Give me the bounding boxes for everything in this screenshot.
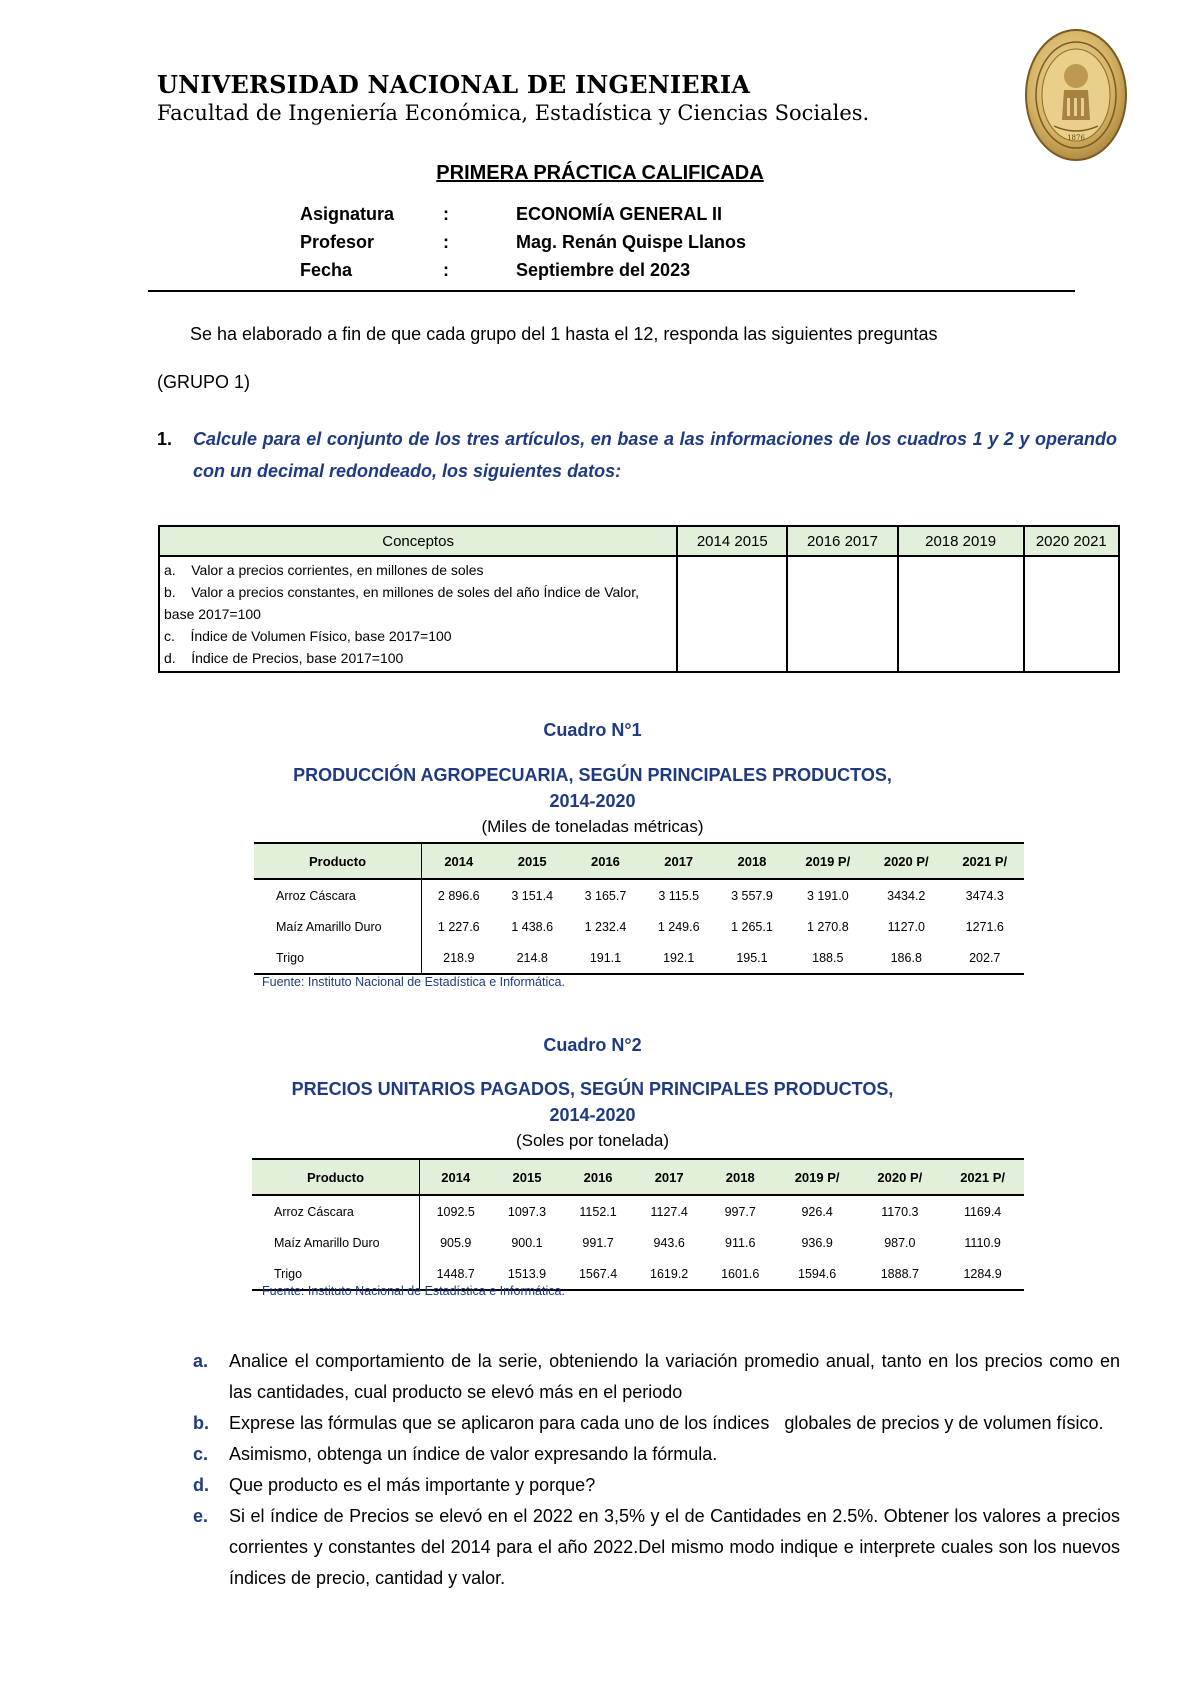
value-cell: 1127.4 — [650, 1204, 688, 1219]
value-cell: 1 232.4 — [584, 919, 627, 934]
value-cell: 1 438.6 — [511, 919, 554, 934]
column-header: 2014 2015 — [677, 526, 787, 556]
column-header: 2021 P/ — [945, 843, 1024, 879]
value-cell: 936.9 — [801, 1235, 833, 1250]
cuadro-2-number: Cuadro N°2 — [543, 1035, 642, 1055]
exam-title: PRIMERA PRÁCTICA CALIFICADA — [436, 162, 764, 184]
cuadro-1-years: 2014-2020 — [549, 791, 636, 811]
cuadro-2-title: PRECIOS UNITARIOS PAGADOS, SEGÚN PRINCIPALES PRODUCTOS, — [291, 1079, 894, 1099]
value-cell: 1513.9 — [491, 1258, 562, 1290]
value-cell: 1092.5 — [436, 1204, 475, 1219]
column-header: Conceptos — [159, 526, 677, 556]
product-cell: Maíz Amarillo Duro — [254, 911, 422, 942]
value-cell: 900.1 — [511, 1235, 543, 1250]
svg-text:1876: 1876 — [1067, 134, 1085, 142]
concepts-cell — [159, 556, 677, 672]
info-key: Profesor — [300, 232, 375, 252]
column-header: 2016 — [563, 1159, 634, 1195]
question-number: 1. — [157, 429, 173, 449]
info-value: Mag. Renán Quispe Llanos — [516, 232, 747, 252]
value-cell: 943.6 — [653, 1235, 685, 1250]
value-cell: 1567.4 — [563, 1258, 634, 1290]
cuadro-1-unit: (Miles de toneladas métricas) — [481, 817, 704, 836]
concepts-table — [158, 525, 1120, 673]
subquestion-e — [193, 1501, 1120, 1594]
table-row — [254, 879, 1024, 911]
value-cell: 1284.9 — [941, 1258, 1024, 1290]
subquestion-c — [193, 1439, 1120, 1470]
answer-cell[interactable] — [1024, 556, 1119, 672]
table-row — [252, 1227, 1024, 1258]
faculty-name: Facultad de Ingeniería Económica, Estadística y Ciencias Sociales. — [157, 101, 870, 125]
subquestion-a — [193, 1346, 1120, 1408]
subquestion-text: Asimismo, obtenga un índice de valor expresando la fórmula. — [229, 1444, 718, 1464]
product-cell: Trigo — [254, 942, 422, 974]
column-header: 2021 P/ — [941, 1159, 1024, 1195]
info-key: Asignatura — [300, 204, 395, 224]
subquestion-b — [193, 1408, 1120, 1439]
info-value: ECONOMÍA GENERAL II — [516, 204, 723, 224]
answer-cell[interactable] — [677, 556, 787, 672]
value-cell: 1127.0 — [887, 919, 925, 934]
column-header: 2014 — [420, 1159, 492, 1195]
column-header: 2020 2021 — [1024, 526, 1119, 556]
answer-cell[interactable] — [898, 556, 1024, 672]
university-name: UNIVERSIDAD NACIONAL DE INGENIERIA — [157, 70, 751, 99]
subquestion-label: a. — [193, 1351, 209, 1371]
value-cell: 2 896.6 — [437, 888, 480, 903]
university-seal-logo — [1024, 28, 1128, 162]
table-row — [254, 942, 1024, 974]
value-cell: 214.8 — [496, 942, 569, 974]
column-header: 2017 — [642, 843, 715, 879]
concept-item: d. Índice de Precios, base 2017=100 — [164, 650, 404, 666]
subquestion-label: d. — [193, 1475, 209, 1495]
subquestion-label: b. — [193, 1413, 209, 1433]
info-row-professor — [300, 232, 746, 260]
value-cell: 987.0 — [884, 1235, 916, 1250]
subquestions-list — [193, 1346, 1120, 1594]
value-cell: 3 165.7 — [584, 888, 627, 903]
value-cell: 1594.6 — [776, 1258, 859, 1290]
column-header: 2018 — [715, 843, 788, 879]
value-cell: 186.8 — [867, 942, 945, 974]
column-header: 2016 2017 — [787, 526, 897, 556]
answer-cell[interactable] — [787, 556, 897, 672]
cuadro-2-source: Fuente: Instituto Nacional de Estadística e Informática. — [262, 1284, 565, 1298]
value-cell: 1097.3 — [507, 1204, 547, 1219]
value-cell: 3 557.9 — [731, 888, 773, 903]
product-cell: Arroz Cáscara — [252, 1195, 420, 1227]
value-cell: 192.1 — [642, 942, 715, 974]
value-cell: 1619.2 — [634, 1258, 705, 1290]
info-value: Septiembre del 2023 — [516, 260, 691, 280]
table-row — [159, 556, 1119, 672]
column-header: 2015 — [496, 843, 569, 879]
info-key: Fecha — [300, 260, 353, 280]
info-sep: : — [443, 232, 449, 252]
value-cell: 1 249.6 — [657, 919, 700, 934]
value-cell: 195.1 — [715, 942, 788, 974]
value-cell: 991.7 — [582, 1235, 614, 1250]
cuadro-2-years: 2014-2020 — [549, 1105, 636, 1125]
value-cell: 3 191.0 — [806, 888, 849, 903]
value-cell: 188.5 — [789, 942, 867, 974]
subquestion-text: Exprese las fórmulas que se aplicaron para cada uno de los índices globales de precios y de volumen físico. — [229, 1413, 1104, 1433]
subquestion-label: c. — [193, 1444, 209, 1464]
column-header: 2016 — [569, 843, 642, 879]
table-row — [252, 1195, 1024, 1227]
intro-text: Se ha elaborado a fin de que cada grupo del 1 hasta el 12, responda las siguientes preguntas — [190, 324, 938, 344]
value-cell: 1170.3 — [881, 1204, 919, 1219]
value-cell: 191.1 — [569, 942, 642, 974]
info-sep: : — [443, 204, 449, 224]
concept-item: a. Valor a precios corrientes, en millones de soles — [164, 562, 484, 578]
value-cell: 3 115.5 — [658, 888, 700, 903]
value-cell: 202.7 — [945, 942, 1024, 974]
value-cell: 1601.6 — [705, 1258, 776, 1290]
column-header: Producto — [254, 843, 422, 879]
question-text: Calcule para el conjunto de los tres artículos, en base a las informaciones de los cuadros 1 y 2 y operando con un decimal redondeado, los siguientes datos: — [193, 429, 1117, 481]
column-header: 2014 — [422, 843, 496, 879]
value-cell: 218.9 — [422, 942, 496, 974]
subquestion-text: Que producto es el más importante y porque? — [229, 1475, 596, 1495]
value-cell: 1448.7 — [420, 1258, 492, 1290]
table-header-row — [159, 526, 1119, 556]
value-cell: 1271.6 — [965, 919, 1004, 934]
value-cell: 3474.3 — [965, 888, 1004, 903]
header-divider — [148, 290, 1075, 292]
table-header-row — [254, 843, 1024, 879]
info-row-subject — [300, 204, 746, 232]
cuadro-1-table — [254, 842, 1024, 975]
product-cell: Arroz Cáscara — [254, 879, 422, 911]
value-cell: 3 151.4 — [511, 888, 554, 903]
product-cell: Trigo — [252, 1258, 420, 1290]
concept-item: c. Índice de Volumen Físico, base 2017=100 — [164, 628, 452, 644]
info-sep: : — [443, 260, 449, 280]
value-cell: 1152.1 — [579, 1204, 617, 1219]
table-header-row — [252, 1159, 1024, 1195]
subquestion-text: Analice el comportamiento de la serie, obteniendo la variación promedio anual, tanto en los precios como en las cantidades, cual producto se elevó más en el periodo — [229, 1351, 1120, 1402]
cuadro-1-source: Fuente: Instituto Nacional de Estadística e Informática. — [262, 975, 565, 989]
cuadro-1-number: Cuadro N°1 — [543, 720, 642, 740]
info-row-date — [300, 260, 746, 288]
column-header: Producto — [252, 1159, 420, 1195]
concept-item: b. Valor a precios constantes, en millones de soles del año Índice de Valor, base 2017=100 — [164, 584, 639, 622]
value-cell: 1110.9 — [964, 1235, 1001, 1250]
subquestion-d — [193, 1470, 1120, 1501]
value-cell: 997.7 — [724, 1204, 756, 1219]
value-cell: 911.6 — [725, 1235, 756, 1250]
cuadro-2-table — [252, 1158, 1024, 1291]
column-header: 2020 P/ — [867, 843, 945, 879]
value-cell: 3434.2 — [887, 888, 926, 903]
column-header: 2019 P/ — [789, 843, 867, 879]
subquestion-text: Si el índice de Precios se elevó en el 2022 en 3,5% y el de Cantidades en 2.5%. Obtener los valores a precios corrientes y constantes del 2014 para el año 2022.Del mismo modo indique e interprete cuales son los nuevos índices de precio, cantidad y valor. — [229, 1506, 1120, 1588]
value-cell: 1 227.6 — [437, 919, 480, 934]
column-header: 2020 P/ — [858, 1159, 941, 1195]
group-label: (GRUPO 1) — [157, 372, 251, 392]
subquestion-label: e. — [193, 1506, 209, 1526]
column-header: 2018 2019 — [898, 526, 1024, 556]
cuadro-1-title: PRODUCCIÓN AGROPECUARIA, SEGÚN PRINCIPALES PRODUCTOS, — [293, 765, 892, 785]
column-header: 2017 — [634, 1159, 705, 1195]
cuadro-2-unit: (Soles por tonelada) — [515, 1131, 670, 1150]
column-header: 2015 — [491, 1159, 562, 1195]
value-cell: 1 270.8 — [806, 919, 849, 934]
value-cell: 1169.4 — [963, 1204, 1002, 1219]
product-cell: Maíz Amarillo Duro — [252, 1227, 420, 1258]
value-cell: 1888.7 — [858, 1258, 941, 1290]
value-cell: 1 265.1 — [731, 919, 773, 934]
value-cell: 926.4 — [801, 1204, 833, 1219]
exam-info — [300, 204, 746, 288]
question-1 — [157, 423, 1117, 487]
column-header: 2019 P/ — [776, 1159, 859, 1195]
column-header: 2018 — [705, 1159, 776, 1195]
table-row — [254, 911, 1024, 942]
value-cell: 905.9 — [440, 1235, 472, 1250]
